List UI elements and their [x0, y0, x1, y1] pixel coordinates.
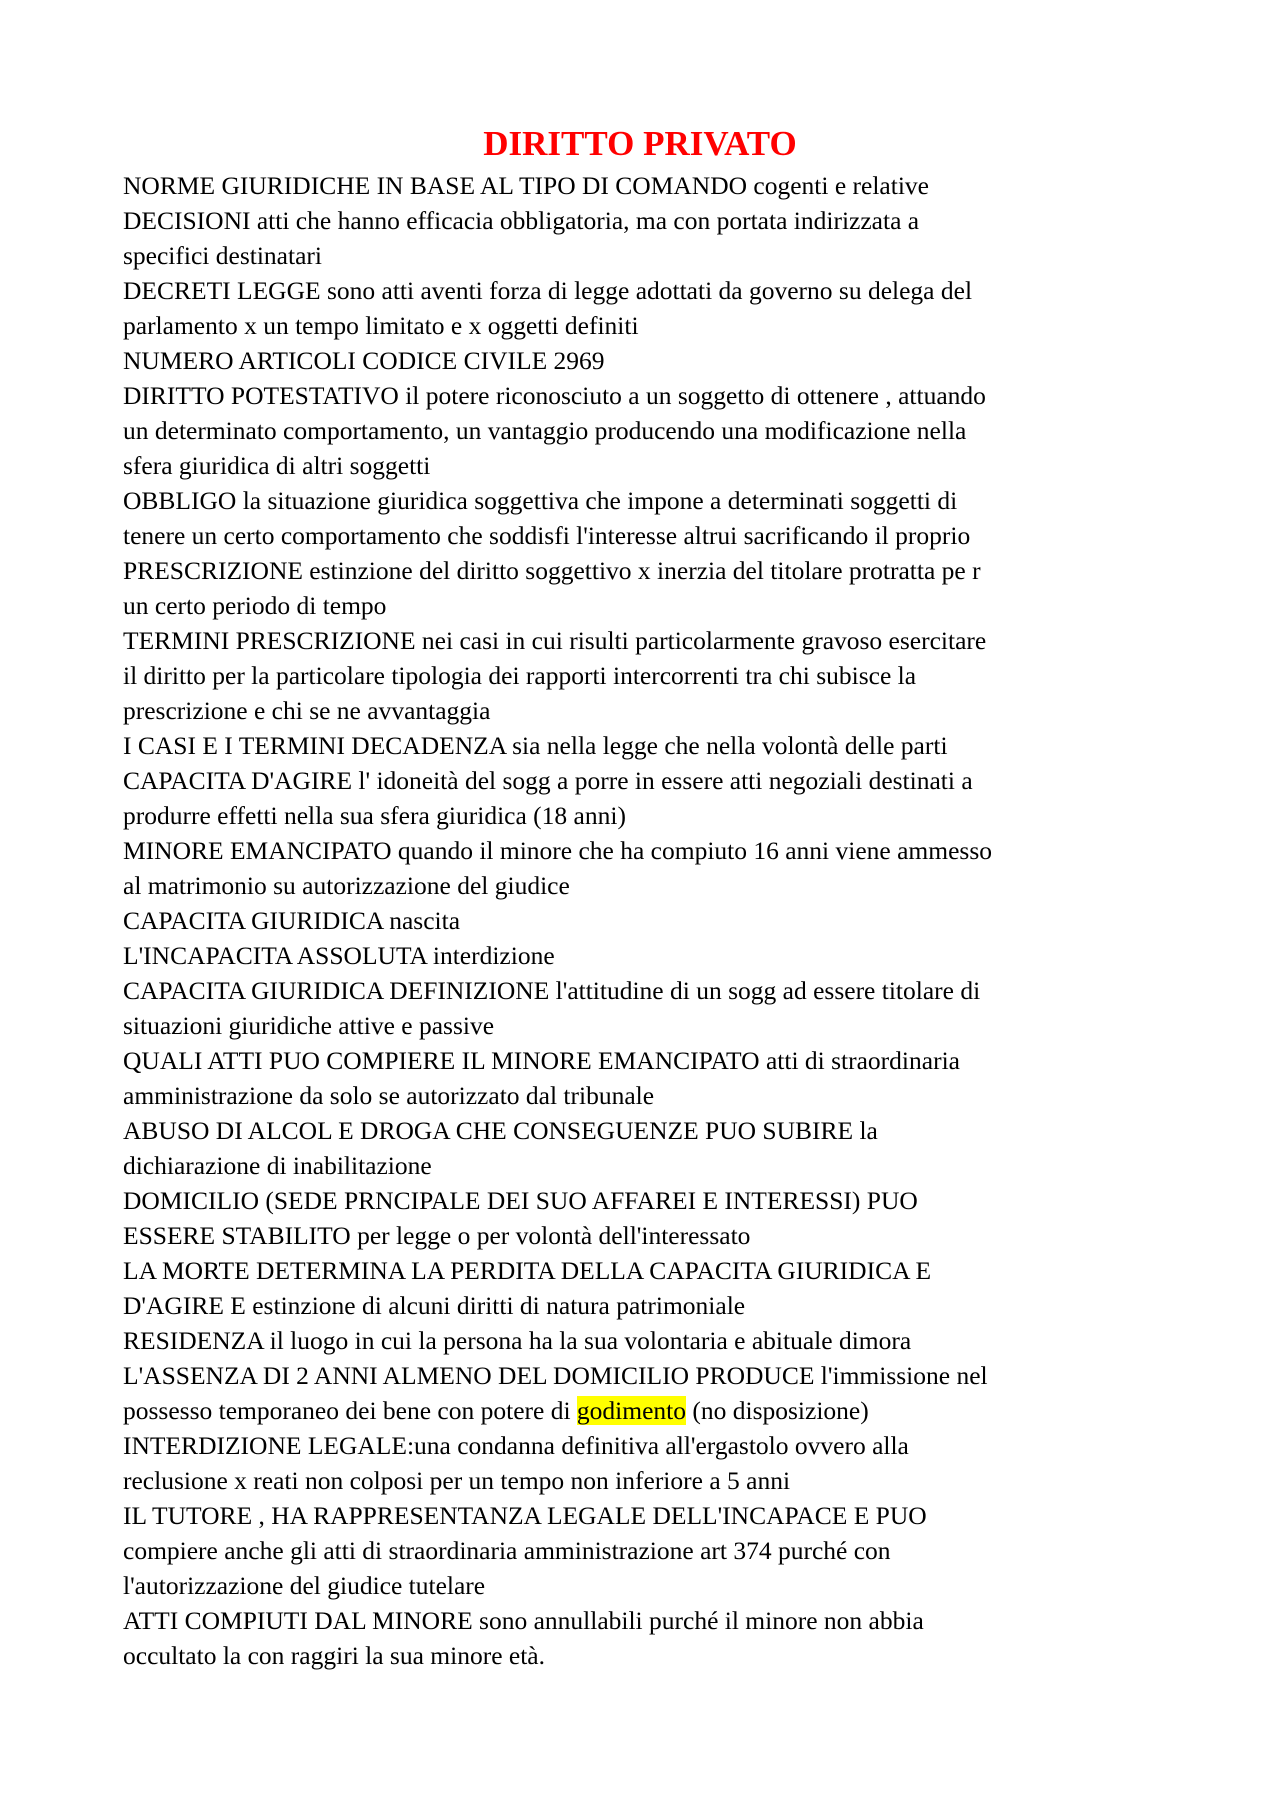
text-line: DECISIONI atti che hanno efficacia obbligatoria, ma con portata indirizzata a: [123, 206, 920, 235]
text-line: reclusione x reati non colposi per un tempo non inferiore a 5 anni: [123, 1466, 791, 1495]
text-line: I CASI E I TERMINI DECADENZA sia nella legge che nella volontà delle parti: [123, 731, 948, 760]
text-after-highlight: (no disposizione): [686, 1396, 869, 1425]
text-line: LA MORTE DETERMINA LA PERDITA DELLA CAPACITA GIURIDICA E: [123, 1256, 932, 1285]
text-line: produrre effetti nella sua sfera giuridica (18 anni): [123, 801, 626, 830]
text-line: MINORE EMANCIPATO quando il minore che ha compiuto 16 anni viene ammesso: [123, 836, 993, 865]
text-before-highlight: possesso temporaneo dei bene con potere di: [123, 1396, 577, 1425]
text-line: DECRETI LEGGE sono atti aventi forza di legge adottati da governo su delega del: [123, 276, 973, 305]
text-line: DOMICILIO (SEDE PRNCIPALE DEI SUO AFFAREI E INTERESSI) PUO: [123, 1186, 918, 1215]
text-line: ESSERE STABILITO per legge o per volontà dell'interessato: [123, 1221, 751, 1250]
document-body: [123, 168, 1168, 1673]
text-line: amministrazione da solo se autorizzato dal tribunale: [123, 1081, 655, 1110]
text-line: DIRITTO POTESTATIVO il potere riconosciuto a un soggetto di ottenere , attuando: [123, 381, 986, 410]
text-line: un certo periodo di tempo: [123, 591, 387, 620]
text-line: PRESCRIZIONE estinzione del diritto soggettivo x inerzia del titolare protratta pe r: [123, 556, 981, 585]
text-line: INTERDIZIONE LEGALE:una condanna definitiva all'ergastolo ovvero alla: [123, 1431, 909, 1460]
text-line: D'AGIRE E estinzione di alcuni diritti di natura patrimoniale: [123, 1291, 746, 1320]
text-line: L'INCAPACITA ASSOLUTA interdizione: [123, 941, 555, 970]
document-title: DIRITTO PRIVATO: [483, 124, 797, 163]
text-line: RESIDENZA il luogo in cui la persona ha la sua volontaria e abituale dimora: [123, 1326, 912, 1355]
text-line: specifici destinatari: [123, 241, 322, 270]
text-line: NORME GIURIDICHE IN BASE AL TIPO DI COMANDO cogenti e relative: [123, 171, 929, 200]
text-line: CAPACITA GIURIDICA nascita: [123, 906, 461, 935]
text-line: TERMINI PRESCRIZIONE nei casi in cui risulti particolarmente gravoso esercitare: [123, 626, 987, 655]
text-line: parlamento x un tempo limitato e x oggetti definiti: [123, 311, 639, 340]
text-line: CAPACITA GIURIDICA DEFINIZIONE l'attitudine di un sogg ad essere titolare di: [123, 976, 981, 1005]
text-line: dichiarazione di inabilitazione: [123, 1151, 432, 1180]
text-line: sfera giuridica di altri soggetti: [123, 451, 431, 480]
text-line: il diritto per la particolare tipologia dei rapporti intercorrenti tra chi subisce la: [123, 661, 917, 690]
text-line: compiere anche gli atti di straordinaria amministrazione art 374 purché con: [123, 1536, 891, 1565]
text-line: OBBLIGO la situazione giuridica soggettiva che impone a determinati soggetti di: [123, 486, 958, 515]
text-line: QUALI ATTI PUO COMPIERE IL MINORE EMANCIPATO atti di straordinaria: [123, 1046, 960, 1075]
text-line: ABUSO DI ALCOL E DROGA CHE CONSEGUENZE PUO SUBIRE la: [123, 1116, 878, 1145]
text-line: L'ASSENZA DI 2 ANNI ALMENO DEL DOMICILIO PRODUCE l'immissione nel: [123, 1361, 988, 1390]
text-line: situazioni giuridiche attive e passive: [123, 1011, 495, 1040]
text-line: IL TUTORE , HA RAPPRESENTANZA LEGALE DELL'INCAPACE E PUO: [123, 1501, 927, 1530]
text-line: un determinato comportamento, un vantaggio producendo una modificazione nella: [123, 416, 967, 445]
text-line: NUMERO ARTICOLI CODICE CIVILE 2969: [123, 346, 605, 375]
text-line: ATTI COMPIUTI DAL MINORE sono annullabili purché il minore non abbia: [123, 1606, 924, 1635]
text-line: al matrimonio su autorizzazione del giudice: [123, 871, 570, 900]
highlighted-word: godimento: [576, 1396, 686, 1425]
highlighted-text-line: [123, 1393, 1168, 1428]
text-line: CAPACITA D'AGIRE l' idoneità del sogg a porre in essere atti negoziali destinati a: [123, 766, 973, 795]
text-line: l'autorizzazione del giudice tutelare: [123, 1571, 486, 1600]
text-line: prescrizione e chi se ne avvantaggia: [123, 696, 491, 725]
text-line: tenere un certo comportamento che soddisfi l'interesse altrui sacrificando il proprio: [123, 521, 971, 550]
text-line: occultato la con raggiri la sua minore età.: [123, 1641, 545, 1670]
